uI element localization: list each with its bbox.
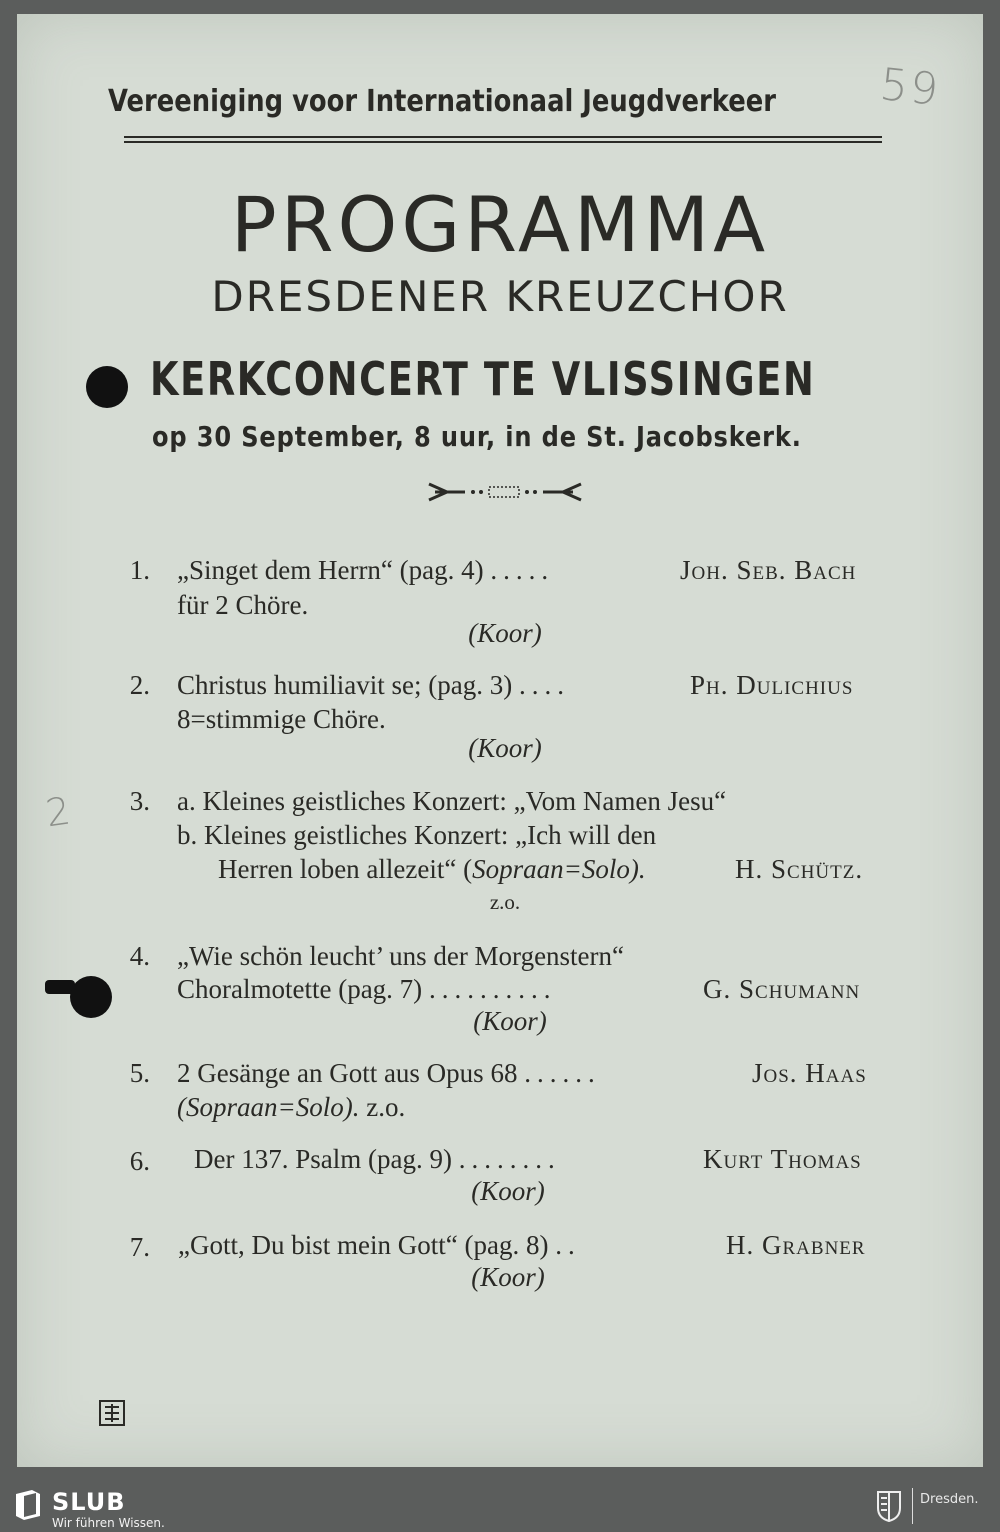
composer-name: G. Schumann (703, 974, 861, 1004)
item-title-text: Der 137. Psalm (pag. 9) (194, 1144, 452, 1174)
item-line-a: a. Kleines geistliches Konzert: „Vom Namen Jesu“ (177, 786, 727, 816)
soloist-label: (Sopraan=Solo). (177, 1092, 360, 1122)
item-number: 3. (129, 786, 150, 816)
printer-mark-icon (97, 1398, 127, 1433)
composer-name: H. Schütz. (735, 854, 864, 884)
punch-hole (86, 366, 128, 408)
pencil-margin-note: 2 (43, 788, 74, 836)
performer-label: z.o. (489, 890, 521, 914)
composer-name: Ph. Dulichius (690, 670, 854, 700)
performer-label: (Koor) (473, 1006, 547, 1036)
dot-leaders: ..... (490, 555, 555, 585)
item-title-text: „Gott, Du bist mein Gott“ (pag. 8) (178, 1230, 549, 1260)
item-title: „Wie schön leucht’ uns der Morgenstern“ (177, 941, 625, 971)
program-title: PROGRAMMA (230, 180, 770, 269)
concert-title: KERKCONCERT TE VLISSINGEN (150, 352, 816, 406)
item-line-c-text: Herren loben allezeit“ ( (218, 854, 473, 884)
item-title (178, 1232, 581, 1259)
item-title (177, 557, 554, 584)
ornament-divider-icon (425, 478, 585, 511)
pencil-page-number: 59 (877, 59, 943, 116)
dot-leaders: .......... (428, 974, 557, 1004)
dresden-crest-icon[interactable] (876, 1490, 902, 1527)
item-title (194, 1146, 561, 1173)
item-number: 6. (129, 1146, 150, 1176)
item-detail (177, 976, 556, 1003)
item-title (177, 672, 570, 699)
item-detail: für 2 Chöre. (177, 590, 309, 620)
performer-label: (Koor) (471, 1262, 545, 1292)
soloist-label: Sopraan=Solo). (472, 854, 646, 884)
composer-name: Jos. Haas (752, 1058, 867, 1088)
item-title-text: Christus humiliavit se; (pag. 3) (177, 670, 513, 700)
item-line-b: b. Kleines geistliches Konzert: „Ich will den (177, 820, 657, 850)
item-title-text: 2 Gesänge an Gott aus Opus 68 (177, 1058, 518, 1088)
performer-label: (Koor) (468, 618, 542, 648)
footer-separator (912, 1488, 913, 1524)
viewer-footer (0, 1482, 1000, 1532)
heading-rule-bottom (124, 141, 882, 143)
dot-leaders: .... (518, 670, 570, 700)
heading-rule-top (124, 136, 882, 138)
composer-name: H. Grabner (726, 1230, 866, 1260)
performer-label: (Koor) (468, 733, 542, 763)
concert-date-line: op 30 September, 8 uur, in de St. Jacobskerk. (152, 420, 802, 453)
composer-name: Joh. Seb. Bach (680, 555, 857, 585)
item-detail-text: Choralmotette (pag. 7) (177, 974, 423, 1004)
item-detail-text: z.o. (359, 1092, 406, 1122)
library-tagline: Wir führen Wissen. (52, 1516, 165, 1530)
item-title (177, 1060, 601, 1087)
punch-hole (70, 976, 112, 1018)
item-number: 1. (129, 555, 150, 585)
item-number: 7. (129, 1232, 150, 1262)
slub-logo-icon[interactable] (12, 1486, 44, 1525)
item-number: 4. (129, 941, 150, 971)
composer-name: Kurt Thomas (703, 1144, 862, 1174)
organization-heading: Vereeniging voor Internationaal Jeugdverkeer (108, 84, 776, 119)
performer-label: (Koor) (471, 1176, 545, 1206)
city-name[interactable]: Dresden. (920, 1492, 979, 1507)
item-detail (177, 1094, 405, 1121)
item-number: 2. (129, 670, 150, 700)
choir-name: DRESDENER KREUZCHOR (211, 272, 789, 321)
item-number: 5. (129, 1058, 150, 1088)
library-name[interactable]: SLUB (52, 1488, 126, 1516)
dot-leaders: ........ (458, 1144, 561, 1174)
item-line-c (218, 856, 646, 883)
dot-leaders: ...... (524, 1058, 601, 1088)
item-title-text: „Singet dem Herrn“ (pag. 4) (177, 555, 484, 585)
item-detail: 8=stimmige Chöre. (177, 704, 386, 734)
dot-leaders: .. (555, 1230, 581, 1260)
